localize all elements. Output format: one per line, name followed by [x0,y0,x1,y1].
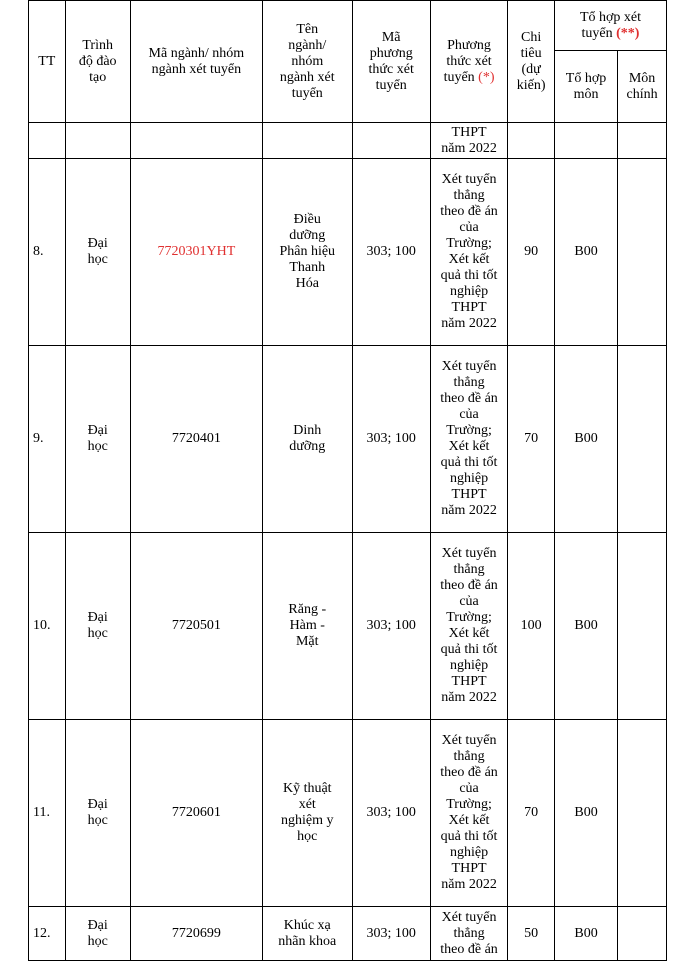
cell-ten-nganh: Răng - Hàm - Mặt [263,533,353,720]
table-row [29,159,667,346]
table-row [29,346,667,533]
col-header-to-hop-group [555,1,667,51]
col-header-tt: TT [29,1,66,123]
cell-ma-phuong-thuc: 303; 100 [352,720,430,907]
cell-mon-chinh [618,346,667,533]
cell-phuong-thuc: Xét tuyển thẳng theo đề án của Trường; Xét kết quả thi tốt nghiệp THPT năm 2022 [430,720,507,907]
cell-trinh-do: Đại học [65,720,130,907]
col-header-ma-nganh: Mã ngành/ nhóm ngành xét tuyển [130,1,262,123]
admissions-table [28,0,667,961]
cell-chi-tieu: 70 [508,346,555,533]
cell-tt: 8. [29,159,66,346]
cell-ten-nganh: Dinh dưỡng [263,346,353,533]
cell-phuong-thuc: Xét tuyển thẳng theo đề án của Trường; Xét kết quả thi tốt nghiệp THPT năm 2022 [430,159,507,346]
col-header-to-hop-group-label: Tổ hợp xét tuyển [579,9,642,41]
col-header-trinh-do: Trình độ đào tạo [65,1,130,123]
cell-ma-nganh: 7720699 [130,907,262,961]
cell-ten-nganh: Khúc xạ nhãn khoa [263,907,353,961]
cell-phuong-thuc: Xét tuyển thẳng theo đề án của Trường; Xét kết quả thi tốt nghiệp THPT năm 2022 [430,533,507,720]
cell-ma-phuong-thuc: 303; 100 [352,907,430,961]
cell-ma-phuong-thuc: 303; 100 [352,533,430,720]
cell-chi-tieu: 90 [508,159,555,346]
cell-tt: 9. [29,346,66,533]
col-header-phuong-thuc-label: Phương thức xét tuyển [443,37,492,85]
cell-mon-chinh [618,533,667,720]
cell-to-hop: B00 [555,533,618,720]
header-row-1 [29,1,667,51]
cell-trinh-do: Đại học [65,159,130,346]
col-header-phuong-thuc [430,1,507,123]
cell-chi-tieu: 100 [508,533,555,720]
table-row [29,907,667,961]
cell-to-hop: B00 [555,346,618,533]
cell-to-hop: B00 [555,159,618,346]
footnote-mark-double: (**) [616,25,640,41]
cell-ten-nganh: Điều dưỡng Phân hiệu Thanh Hóa [263,159,353,346]
cell-ten-nganh: Kỹ thuật xét nghiệm y học [263,720,353,907]
col-header-ma-phuong-thuc: Mã phương thức xét tuyển [352,1,430,123]
cell-ma-nganh: 7720301YHT [130,159,262,346]
col-header-chi-tieu: Chi tiêu (dự kiến) [508,1,555,123]
cell-tt: 10. [29,533,66,720]
cell-phuong-thuc: THPT năm 2022 [430,123,507,159]
table-row [29,533,667,720]
cell-ma-nganh: 7720401 [130,346,262,533]
col-header-to-hop-mon: Tổ hợp môn [555,51,618,123]
cell-ma-phuong-thuc: 303; 100 [352,159,430,346]
continuation-row [29,123,667,159]
cell-mon-chinh [618,159,667,346]
col-header-mon-chinh: Môn chính [618,51,667,123]
cell-chi-tieu: 70 [508,720,555,907]
cell-trinh-do: Đại học [65,907,130,961]
cell-trinh-do: Đại học [65,346,130,533]
cell-tt: 11. [29,720,66,907]
cell-to-hop: B00 [555,720,618,907]
cell-phuong-thuc: Xét tuyển thẳng theo đề án của Trường; Xét kết quả thi tốt nghiệp THPT năm 2022 [430,346,507,533]
table-row [29,720,667,907]
col-header-ten-nganh: Tên ngành/ nhóm ngành xét tuyển [263,1,353,123]
cell-mon-chinh [618,720,667,907]
cell-ma-nganh: 7720601 [130,720,262,907]
cell-tt: 12. [29,907,66,961]
cell-mon-chinh [618,907,667,961]
footnote-mark-single: (*) [478,69,495,85]
cell-ma-nganh: 7720501 [130,533,262,720]
cell-to-hop: B00 [555,907,618,961]
cell-chi-tieu: 50 [508,907,555,961]
cell-trinh-do: Đại học [65,533,130,720]
cell-ma-phuong-thuc: 303; 100 [352,346,430,533]
cell-phuong-thuc: Xét tuyển thẳng theo đề án [430,907,507,961]
